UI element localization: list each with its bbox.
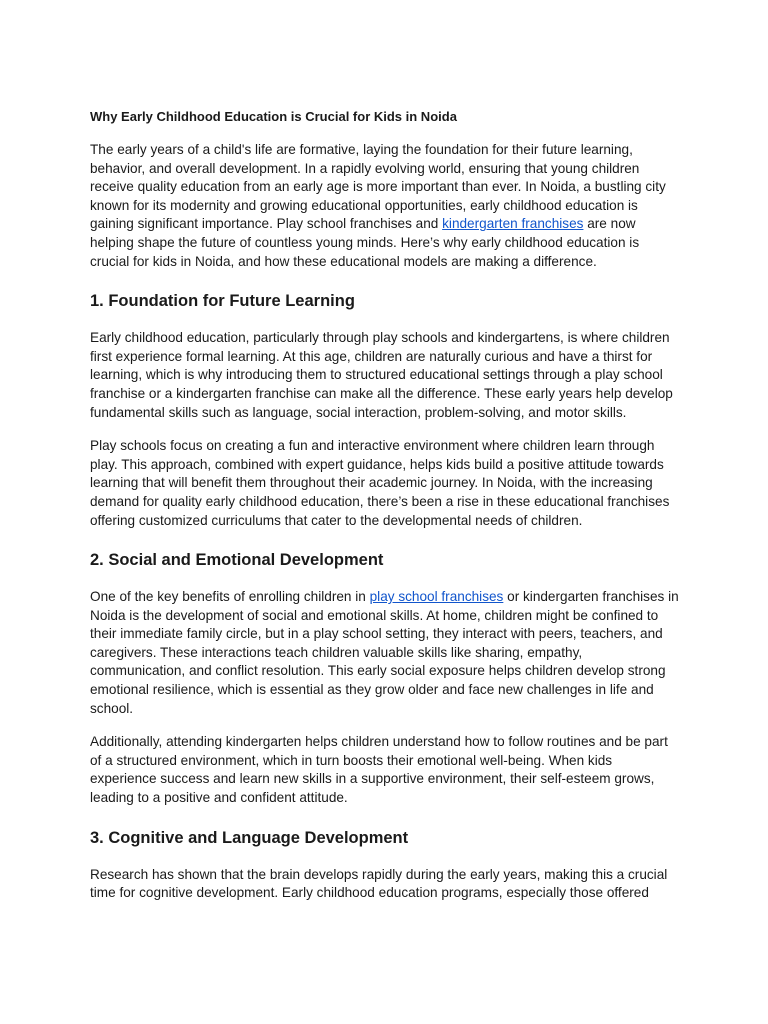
section-2-paragraph-2: Additionally, attending kindergarten helps children understand how to follow routines and be part of a structured environment, which in turn boosts their emotional well-being. When kids experience success and learn new skills in a supportive environment, their self-esteem grows, leading to a positive and confident attitude. [90,734,668,806]
play-school-franchises-link[interactable]: play school franchises [369,589,504,605]
intro-text-after-link: are now helping shape the future of countless young minds. Here’s why early childhood education is crucial for kids in Noida, and how these educational models are making a difference. [90,216,640,269]
section-2-paragraph-1 [90,588,680,718]
section-1-paragraph-2: Play schools focus on creating a fun and interactive environment where children learn through play. This approach, combined with expert guidance, helps kids build a positive attitude towards learning that will benefit them throughout their academic journey. In Noida, with the increasing demand for quality early childhood education, there’s been a rise in these educational franchises offering customized curriculums that cater to the developmental needs of children. [90,438,670,528]
document-page [90,108,680,918]
section-3-heading: 3. Cognitive and Language Development [90,828,409,847]
kindergarten-franchises-link[interactable]: kindergarten franchises [442,216,584,232]
intro-paragraph [90,141,680,271]
document-title: Why Early Childhood Education is Crucial for Kids in Noida [90,109,457,124]
intro-text-before-link: The early years of a child's life are formative, laying the foundation for their future learning, behavior, and overall development. In a rapidly evolving world, ensuring that young children receive quality education from an early age is more important than ever. In Noida, a bustling city known for its modernity and growing educational opportunities, early childhood education is gaining significant importance. Play school franchises and [90,142,666,232]
section-2-text-before-link: One of the key benefits of enrolling children in [90,589,370,605]
section-1-paragraph-1: Early childhood education, particularly through play schools and kindergartens, is where children first experience formal learning. At this age, children are naturally curious and have a thirst for learning, which is why introducing them to structured educational settings through a play school franchise or a kindergarten franchise can make all the difference. These early years help develop fundamental skills such as language, social interaction, problem-solving, and motor skills. [90,330,673,420]
section-2-heading: 2. Social and Emotional Development [90,551,384,570]
section-1-heading: 1. Foundation for Future Learning [90,292,355,311]
section-2-text-after-link: or kindergarten franchises in Noida is the development of social and emotional skills. At home, children might be confined to their immediate family circle, but in a play school setting, they interact with peers, teachers, and caregivers. These interactions teach children valuable skills like sharing, empathy, communication, and conflict resolution. This early social exposure helps children develop strong emotional resilience, which is essential as they grow older and face new challenges in life and school. [90,589,679,716]
section-3-paragraph-1: Research has shown that the brain develops rapidly during the early years, making this a crucial time for cognitive development. Early childhood education programs, especially those offered [90,866,668,901]
